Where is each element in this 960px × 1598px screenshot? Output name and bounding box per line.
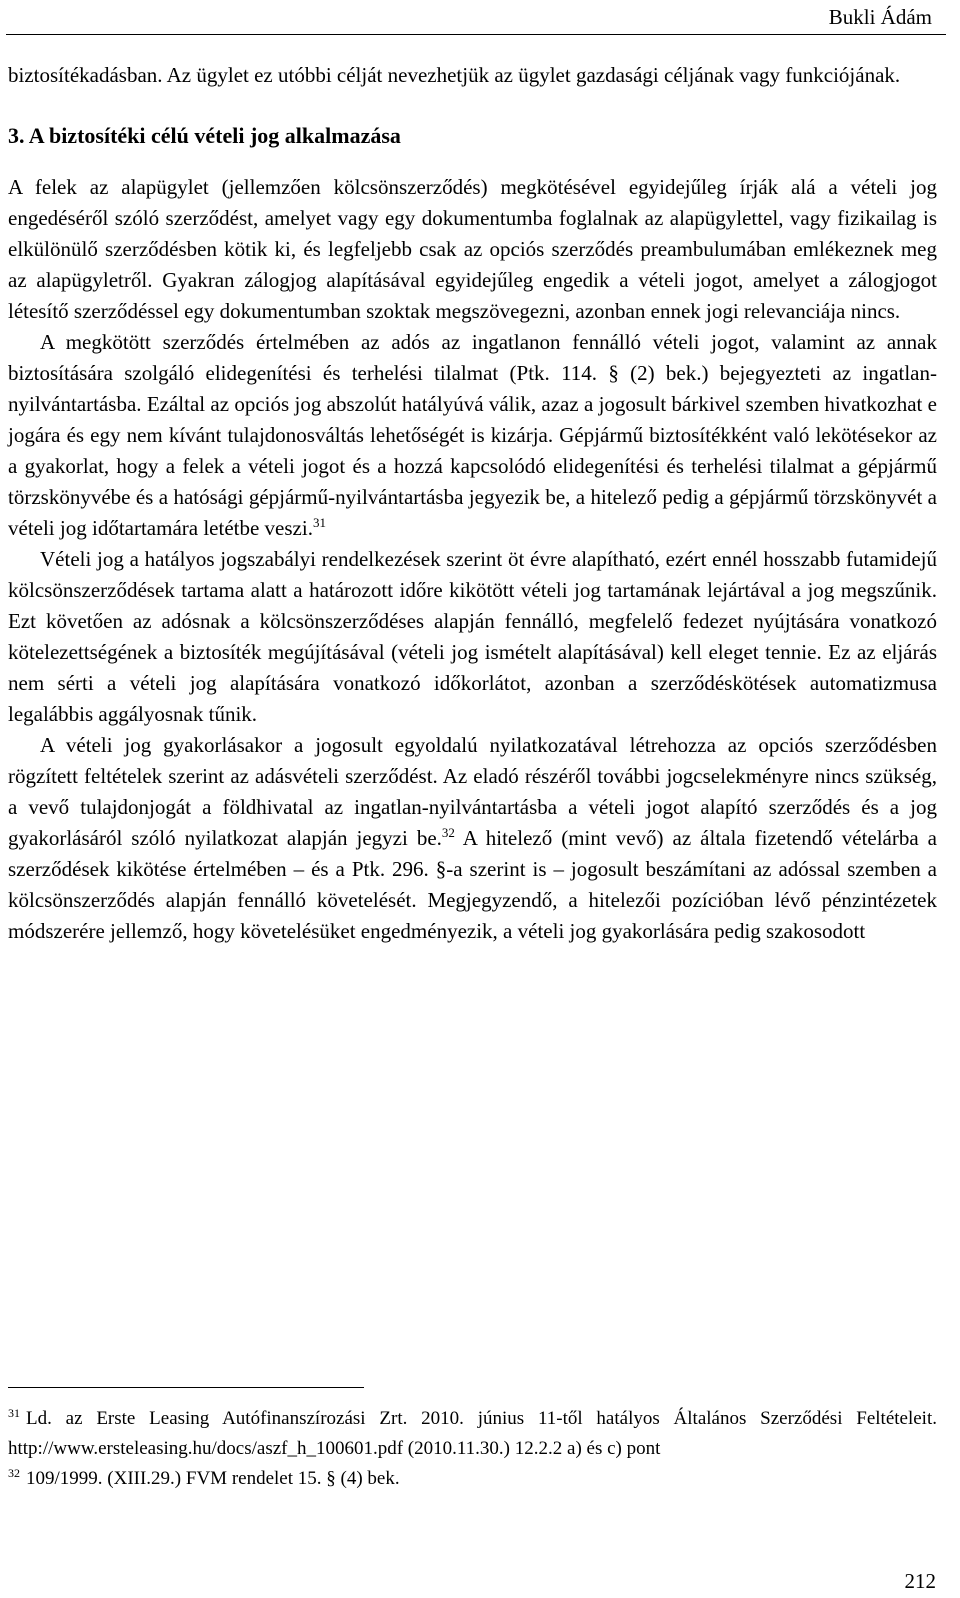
page-number: 212 <box>904 1569 936 1593</box>
footnote-number: 31 <box>8 1405 20 1420</box>
paragraph-4-text-b: A hitelező (mint vevő) az általa fizetendő vételárba a szerződések kikötése értelmében – és a Ptk. 296. §-a szerint is – jogosult beszámítani az adóssal szemben a kölcsönszerződés alapján fennálló követelését. Megjegyzendő, a hitelezői pozícióban lévő pénzintézetek módszerére jellemző, hogy követelésüket engedményezik, a vételi jog gyakorlására pedig szakosodott <box>8 826 938 943</box>
footnote-text: Ld. az Erste Leasing Autófinanszírozási Zrt. 2010. június 11-től hatályos Általános Szerződési Feltételeit. http://www.ersteleasing.hu/docs/aszf_h_100601.pdf (2010.11.30.) 12.2.2 a) és c) pont <box>8 1408 937 1459</box>
footnote-32 <box>8 1464 937 1494</box>
paragraph-2-text: A megkötött szerződés értelmében az adós az ingatlanon fennálló vételi jogot, valamint az annak biztosítására szolgáló elidegenítési és terhelési tilalmat (Ptk. 114. § (2) bek.) bejegyezteti az ingatlan-nyilvántartásba. Ezáltal az opciós jog abszolút hatályúvá válik, azaz a jogosult bárkivel szemben hivatkozhat e jogára és egy nem kívánt tulajdonosváltás lehetőségét is kizárja. Gépjármű biztosítékként való lekötésekor az a gyakorlat, hogy a felek a vételi jogot és a hozzá kapcsolódó elidegenítési és terhelési tilalmat a gépjármű törzskönyvébe és a hatósági gépjármű-nyilvántartásba jegyezik be, a hitelező pedig a gépjármű törzskönyvét a vételi jog időtartamára letétbe veszi. <box>8 330 937 540</box>
footnote-ref-31[interactable]: 31 <box>312 515 326 530</box>
paragraph-2 <box>8 327 937 544</box>
paragraph-4 <box>8 730 937 947</box>
running-header-author: Bukli Ádám <box>828 5 932 29</box>
header-rule <box>6 34 946 35</box>
body-text <box>8 60 937 947</box>
section-heading: 3. A biztosítéki célú vételi jog alkalmazása <box>8 123 401 148</box>
paragraph-3: Vételi jog a hatályos jogszabályi rendelkezések szerint öt évre alapítható, ezért ennél hosszabb futamidejű kölcsönszerződések tartama alatt a határozott időre kikötött vételi jog tartamának lejártával a jog megszűnik. Ezt követően az adósnak a kölcsönszerződéses alapján fennálló, megfelelő fedezet nyújtására vonatkozó kötelezettségének a biztosíték megújításával (vételi jog ismételt alapításával) kell eleget tennie. Ez az eljárás nem sérti a vételi jog alapítására vonatkozó időkorlátot, azonban a szerződéskötések automatizmusa legalábbis aggályosnak tűnik. <box>8 547 937 726</box>
footnote-rule <box>8 1387 364 1388</box>
footnotes <box>8 1404 937 1494</box>
paragraph-1: A felek az alapügylet (jellemzően kölcsönszerződés) megkötésével egyidejűleg írják alá a vételi jog engedéséről szóló szerződést, amelyet vagy egy dokumentumba foglalnak az alapügylettel, vagy fizikailag is elkülönülő szerződésben kötik ki, és legfeljebb csak az opciós szerződés preambulumában emlékeznek meg az alapügyletről. Gyakran zálogjog alapításával egyidejűleg engedik a vételi jogot, amelyet a zálogjogot létesítő szerződéssel egy dokumentumban szoktak megszövegezni, azonban ennek jogi relevanciája nincs. <box>8 175 937 323</box>
footnote-31 <box>8 1404 937 1464</box>
footnote-text: 109/1999. (XIII.29.) FVM rendelet 15. § (4) bek. <box>26 1468 400 1489</box>
footnote-ref-32[interactable]: 32 <box>441 825 455 840</box>
footnote-number: 32 <box>8 1465 20 1480</box>
paragraph-4-text-a: A vételi jog gyakorlásakor a jogosult egyoldalú nyilatkozatával létrehozza az opciós szerződésben rögzített feltételek szerint az adásvételi szerződést. Az eladó részéről további jogcselekményre nincs szükség, a vevő tulajdonjogát a földhivatal az ingatlan-nyilvántartásba a vételi jogot alapító szerződés és a jog gyakorlásáról szóló nyilatkozat alapján jegyzi be. <box>8 733 937 850</box>
paragraph-continuation: biztosítékadásban. Az ügylet ez utóbbi célját nevezhetjük az ügylet gazdasági céljának vagy funkciójának. <box>8 63 901 87</box>
